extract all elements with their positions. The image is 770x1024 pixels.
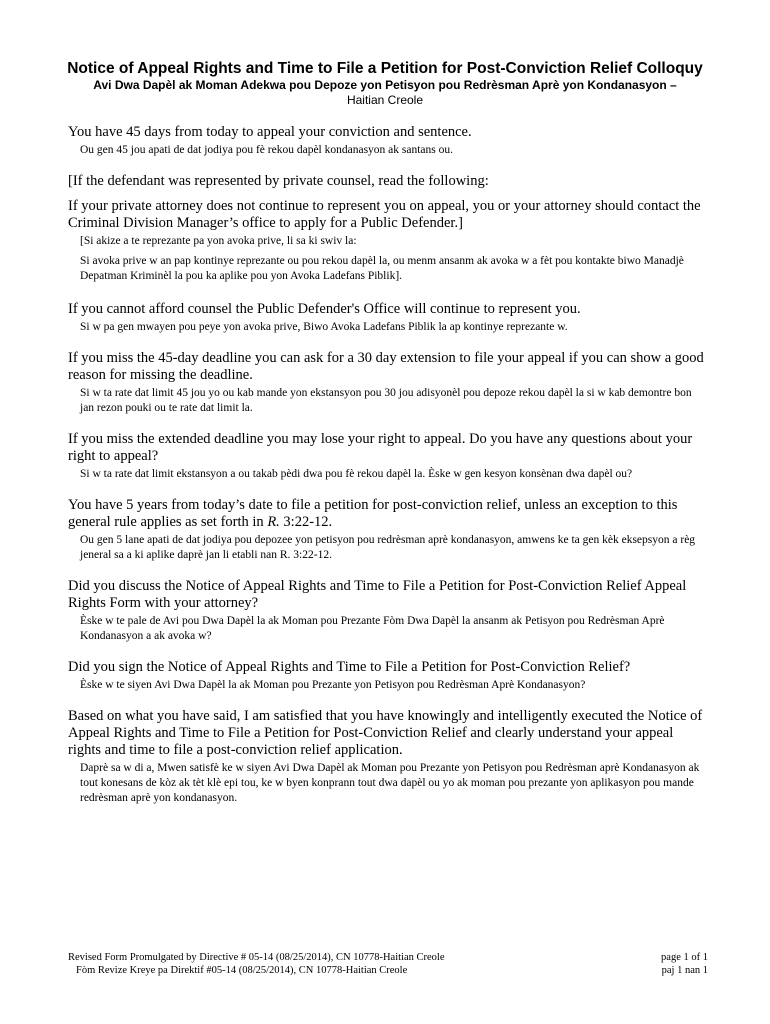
- creole-text: Èske w te siyen Avi Dwa Dapèl la ak Moman pou Prezante yon Petisyon pou Redrèsman Aprè Kondanasyon?: [80, 679, 586, 691]
- section-discuss-form: [68, 578, 708, 644]
- section-appeal-days: [68, 124, 708, 158]
- document-subtitle: [40, 78, 730, 108]
- english-text: If you cannot afford counsel the Public Defender's Office will continue to represent you.: [68, 301, 581, 317]
- section-extended-deadline: [68, 431, 708, 482]
- english-text: Did you sign the Notice of Appeal Rights and Time to File a Petition for Post-Conviction Relief?: [68, 659, 631, 675]
- creole-text: Daprè sa w di a, Mwen satisfè ke w siyen Avi Dwa Dapèl ak Moman pou Prezante yon Petisyon pou Redrèsman aprè Kondanasyon ak tout konesans de kòz ak tèt klè epi tou, ke w byen konprann tout dwa dapèl ou yo ak moman pou prezante yon aplikasyon pou mande redrèsman aprè yon kondanasyon.: [80, 762, 700, 804]
- creole-text: Si w ta rate dat limit ekstansyon a ou takab pèdi dwa pou fè rekou dapèl la. Èske w gen kesyon konsènan dwa dapèl ou?: [80, 468, 633, 480]
- section-sign-form: [68, 659, 708, 693]
- subtitle-language: Haitian Creole: [346, 93, 424, 107]
- english-text: If you miss the extended deadline you may lose your right to appeal. Do you have any questions about your right to appeal?: [68, 431, 693, 464]
- creole-text: Si w ta rate dat limit 45 jou yo ou kab mande yon ekstansyon pou 30 jou adisyonèl pou depoze rekou dapèl la si w kab demontre bon jan rezon pouki ou te rate dat limit la.: [80, 387, 692, 414]
- creole-text: Èske w te pale de Avi pou Dwa Dapèl la ak Moman pou Prezante Fòm Dwa Dapèl la ansanm ak Petisyon pou Redrèsman Aprè Kondanasyon a ak avoka w?: [80, 615, 665, 642]
- creole-text: [Si akize a te reprezante pa yon avoka prive, li sa ki swiv la:: [80, 235, 357, 247]
- creole-text: Ou gen 5 lane apati de dat jodiya pou depozee yon petisyon pou redrèsman aprè kondanasyon, amwens ke ta gen kèk eksepsyon a règ jeneral sa a ki aplike daprè jan li etabli nan R. 3:22-12.: [80, 534, 696, 561]
- creole-text-2: Si avoka prive w an pap kontinye reprezante ou pou rekou dapèl la, ou menm ansanm ak avoka w a fèt pou kontakte biwo Manadjè Depatman Kriminèl la pou ka aplike pou yon Avoka Ladefans Piblik].: [80, 255, 684, 282]
- section-post-conviction-years: [68, 497, 708, 563]
- english-text: Based on what you have said, I am satisfied that you have knowingly and intelligently executed the Notice of Appeal Rights and Time to File a Petition for Post-Conviction Relief and clearly understand your appeal rights and time to file a post-conviction relief application.: [68, 708, 703, 758]
- english-text: You have 45 days from today to appeal your conviction and sentence.: [68, 124, 472, 140]
- page-number-english: page 1 of 1: [661, 952, 708, 963]
- english-text-end: 3:22-12.: [279, 514, 333, 530]
- page-number-creole: paj 1 nan 1: [661, 965, 708, 976]
- footer-page-number: [588, 951, 708, 977]
- document-title: Notice of Appeal Rights and Time to File a Petition for Post-Conviction Relief Colloquy: [67, 60, 703, 77]
- section-satisfied: [68, 708, 708, 806]
- footer-revised-line: Revised Form Promulgated by Directive # 05-14 (08/25/2014), CN 10778-Haitian Creole: [68, 952, 445, 963]
- english-text: Did you discuss the Notice of Appeal Rights and Time to File a Petition for Post-Conviction Relief Appeal Rights Form with your attorney?: [68, 578, 687, 611]
- english-text: If you miss the 45-day deadline you can ask for a 30 day extension to file your appeal if you can show a good reason for missing the deadline.: [68, 350, 704, 383]
- footer-creole-line: Fòm Revize Kreye pa Direktif #05-14 (08/25/2014), CN 10778-Haitian Creole: [76, 965, 408, 976]
- section-private-counsel-note: [68, 173, 708, 190]
- rule-reference: R.: [267, 514, 280, 530]
- section-public-defender: [68, 301, 708, 335]
- subtitle-creole: Avi Dwa Dapèl ak Moman Adekwa pou Depoze yon Petisyon pou Redrèsman Aprè yon Kondanasyon –: [93, 78, 677, 92]
- creole-text: Ou gen 45 jou apati de dat jodiya pou fè rekou dapèl kondanasyon ak santans ou.: [80, 144, 454, 156]
- section-private-attorney: [68, 198, 708, 284]
- english-text: If your private attorney does not continue to represent you on appeal, you or your attorney should contact the Criminal Division Manager’s office to apply for a Public Defender.]: [68, 198, 701, 231]
- english-text: [If the defendant was represented by private counsel, read the following:: [68, 173, 489, 189]
- creole-text: Si w pa gen mwayen pou peye yon avoka prive, Biwo Avoka Ladefans Piblik la ap kontinye reprezante w.: [80, 321, 568, 333]
- english-text: [68, 497, 708, 531]
- english-text-main: You have 5 years from today’s date to file a petition for post-conviction relief, unless an exception to this general rule applies as set forth in: [68, 497, 678, 530]
- footer-form-info: [68, 951, 588, 977]
- section-extension: [68, 350, 708, 416]
